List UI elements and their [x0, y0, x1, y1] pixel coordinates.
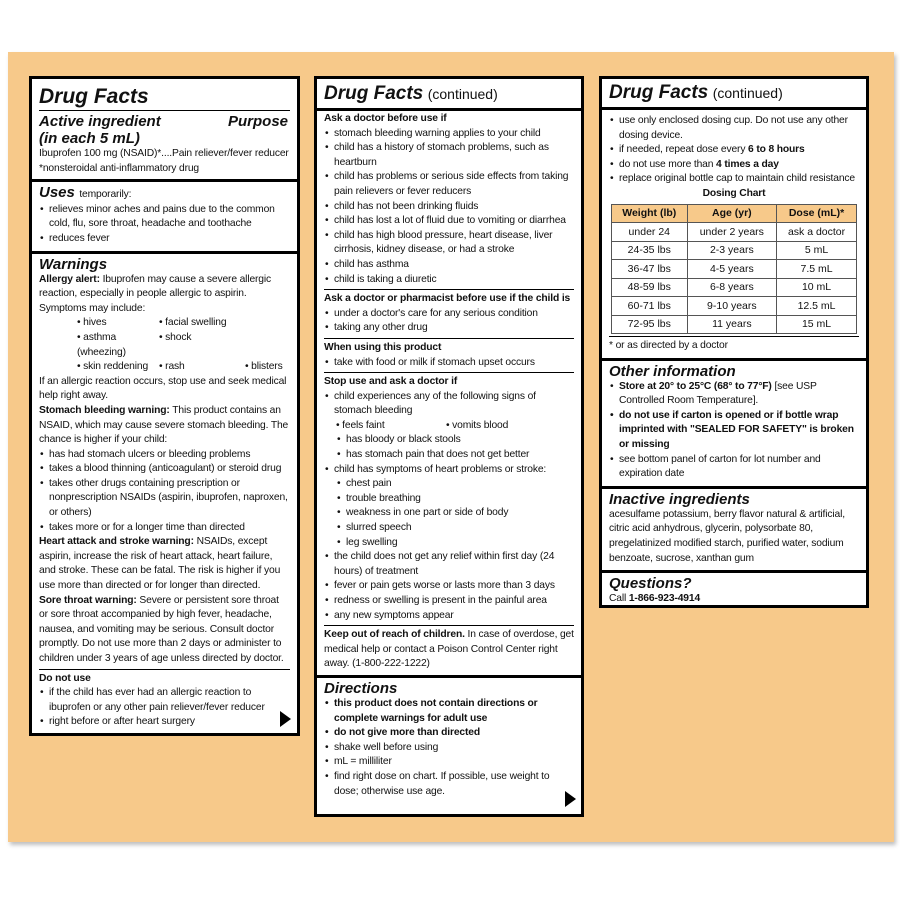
- drug-facts-panel-3: [599, 76, 869, 608]
- do-not-use-heading: Do not use: [39, 672, 91, 684]
- other-info-item: • Store at 20° to 25°C (68° to 77°F) [see USP Controlled Room Temperature].: [609, 380, 859, 409]
- active-ingredient-note: *nonsteroidal anti-inflammatory drug: [39, 162, 200, 174]
- symptom-list: [39, 316, 290, 374]
- directions-item: • do not use more than 4 times a day: [609, 158, 859, 173]
- inactive-ingredients-heading: Inactive ingredients: [609, 490, 750, 508]
- stop-use-item: • any new symptoms appear: [324, 609, 574, 624]
- ask-doctor-item: • child has problems or serious side effects from taking pain relievers or fever reducers: [324, 170, 574, 199]
- continued-label: (continued): [712, 85, 783, 101]
- heart-warning-label: Heart attack and stroke warning:: [39, 536, 194, 548]
- questions-heading: Questions?: [609, 575, 692, 593]
- questions-phone: 1-866-923-4914: [628, 593, 701, 605]
- heart-sign-item: • slurred speech: [324, 521, 574, 536]
- directions-item: • mL = milliliter: [324, 755, 560, 770]
- active-ingredient-heading: Active ingredient: [39, 113, 161, 130]
- uses-item: • relieves minor aches and pains due to the common cold, flu, sore throat, headache and toothache: [39, 203, 290, 232]
- stomach-warning-label: Stomach bleeding warning:: [39, 404, 170, 416]
- ask-doctor-item: • stomach bleeding warning applies to your child: [324, 127, 574, 142]
- inactive-ingredients-text: acesulfame potassium, berry flavor natural & artificial, citric acid anhydrous, glycerin, polysorbate 80, pregelatinized modified starch, purified water, sodium benzoate, sucrose, xanthan gum: [609, 508, 845, 564]
- table-row: 48-59 lbs 6-8 years 10 mL: [612, 278, 857, 297]
- questions-section: [602, 573, 866, 611]
- stop-use-item: • the child does not get any relief within first day (24 hours) of treatment: [324, 550, 574, 579]
- table-row: 72-95 lbs 11 years 15 mL: [612, 315, 857, 334]
- directions-item: • this product does not contain directions or complete warnings for adult use: [324, 697, 560, 726]
- ask-pharmacist-item: • under a doctor's care for any serious condition: [324, 307, 574, 322]
- chart-header: Dose (mL)*: [777, 204, 857, 223]
- uses-section: [32, 182, 297, 253]
- table-row: 24-35 lbs 2-3 years 5 mL: [612, 241, 857, 260]
- other-info-item: • do not use if carton is opened or if bottle wrap imprinted with "SEALED FOR SAFETY" is broken or missing: [609, 409, 859, 453]
- stop-sign-item: • has bloody or black stools: [324, 433, 574, 448]
- ask-doctor-item: • child is taking a diuretic: [324, 273, 574, 288]
- drug-facts-panel-1: [29, 76, 300, 736]
- other-info-item: • see bottom panel of carton for lot number and expiration date: [609, 453, 859, 482]
- ask-doctor-item: • child has a history of stomach problems, such as heartburn: [324, 141, 574, 170]
- stomach-item: • takes other drugs containing prescription or nonprescription NSAIDs (aspirin, ibuprofen, naproxen, or others): [39, 477, 290, 521]
- stop-use-item: • redness or swelling is present in the painful area: [324, 594, 574, 609]
- stop-sign-item: • feels faint: [336, 419, 385, 431]
- dosing-chart-title: Dosing Chart: [702, 187, 766, 199]
- symptom-item: • shock: [159, 331, 192, 343]
- questions-call: Call: [609, 593, 627, 605]
- allergy-alert-label: Allergy alert:: [39, 273, 100, 285]
- directions-section: [317, 675, 581, 803]
- inactive-ingredients-section: [602, 489, 866, 573]
- ask-doctor-item: • child has lost a lot of fluid due to vomiting or diarrhea: [324, 214, 574, 229]
- heart-sign-item: • trouble breathing: [324, 492, 574, 507]
- directions-item: • if needed, repeat dose every 6 to 8 hours: [609, 143, 859, 158]
- directions-heading: Directions: [324, 679, 398, 697]
- stop-sign-item: • vomits blood: [446, 419, 509, 431]
- stop-use-heading: Stop use and ask a doctor if: [324, 376, 458, 388]
- keep-out-text: In case of overdose, get medical help or contact a Poison Control Center right away. (1-800-222-1222): [324, 629, 574, 670]
- when-using-heading: When using this product: [324, 341, 442, 353]
- other-information-heading: Other information: [609, 362, 736, 380]
- allergy-after: If an allergic reaction occurs, stop use and seek medical help right away.: [39, 375, 287, 402]
- keep-out-label: Keep out of reach of children.: [324, 629, 465, 641]
- directions-item: • shake well before using: [324, 741, 560, 756]
- drug-facts-title: Drug Facts: [324, 83, 424, 104]
- stomach-item: • has had stomach ulcers or bleeding problems: [39, 448, 290, 463]
- ask-doctor-item: • child has not been drinking fluids: [324, 200, 574, 215]
- do-not-use-item: • right before or after heart surgery: [39, 715, 276, 730]
- heart-sign-item: • chest pain: [324, 477, 574, 492]
- table-row: under 24 under 2 years ask a doctor: [612, 223, 857, 242]
- table-row: 36-47 lbs 4-5 years 7.5 mL: [612, 260, 857, 279]
- warnings-heading: Warnings: [39, 255, 108, 273]
- ask-doctor-item: • child has asthma: [324, 258, 574, 273]
- when-using-item: • take with food or milk if stomach upset occurs: [324, 356, 574, 371]
- chart-header: Weight (lb): [612, 204, 688, 223]
- do-not-use-item: • if the child has ever had an allergic reaction to ibuprofen or any other pain reliever/fever reducer: [39, 686, 276, 715]
- heart-warning-text: NSAIDs, except aspirin, increase the risk of heart attack, heart failure, and stroke. These can be fatal. The risk is higher if you use more than directed or for longer than directed.: [39, 536, 281, 592]
- header-section: [317, 79, 581, 111]
- stop-use-item: • fever or pain gets worse or lasts more than 3 days: [324, 579, 574, 594]
- sore-throat-text: Severe or persistent sore throat or sore throat accompanied by high fever, headache, nausea, and vomiting may be serious. Consult doctor promptly. Do not use more than 2 days or administer to children under 3 years of age unless directed by doctor.: [39, 594, 284, 664]
- stomach-warning-text: This product contains an NSAID, which may cause severe stomach bleeding. The chance is higher if your child:: [39, 404, 289, 446]
- continue-arrow-icon: [565, 791, 576, 807]
- drug-facts-title: Drug Facts: [609, 82, 709, 103]
- continue-arrow-icon: [280, 711, 291, 727]
- header-section: [32, 79, 297, 182]
- symptom-item: • hives: [77, 317, 107, 329]
- continued-label: (continued): [427, 86, 498, 102]
- symptom-item: • facial swelling: [159, 317, 227, 329]
- ask-doctor-heading: Ask a doctor before use if: [324, 113, 447, 124]
- heart-sign-item: • weakness in one part or side of body: [324, 506, 574, 521]
- heart-sign-item: • leg swelling: [324, 536, 574, 551]
- stop-use-intro: • child experiences any of the following signs of stomach bleeding: [324, 390, 574, 419]
- uses-item: • reduces fever: [39, 232, 290, 247]
- allergy-alert-text: Ibuprofen may cause a severe allergic reaction, especially in people allergic to aspirin. Symptoms may include:: [39, 273, 272, 314]
- ask-pharmacist-item: • taking any other drug: [324, 321, 574, 336]
- symptom-item: • rash: [159, 361, 185, 373]
- chart-header: Age (yr): [687, 204, 777, 223]
- stomach-item: • takes more or for a longer time than directed: [39, 521, 290, 536]
- purpose-heading: Purpose: [227, 113, 288, 130]
- sore-throat-label: Sore throat warning:: [39, 594, 137, 606]
- ask-pharmacist-heading: Ask a doctor or pharmacist before use if the child is: [324, 293, 571, 305]
- directions-item: • do not give more than directed: [324, 726, 560, 741]
- uses-heading: Uses: [39, 184, 75, 202]
- directions-continued-section: [602, 110, 866, 361]
- other-information-section: [602, 361, 866, 489]
- symptom-item: • skin reddening: [77, 361, 149, 373]
- chart-note: * or as directed by a doctor: [609, 336, 859, 354]
- warnings-section: [32, 254, 297, 734]
- dosing-chart-table: [611, 204, 857, 335]
- active-ingredient-line: Ibuprofen 100 mg (NSAID)*....Pain reliever/fever reducer: [39, 148, 289, 159]
- stop-sign-item: • has stomach pain that does not get better: [324, 448, 574, 463]
- directions-item: • use only enclosed dosing cup. Do not use any other dosing device.: [609, 114, 859, 143]
- ask-doctor-item: • child has high blood pressure, heart disease, liver cirrhosis, kidney disease, or had a stroke: [324, 229, 574, 258]
- directions-item: • find right dose on chart. If possible, use weight to dose; otherwise use age.: [324, 770, 560, 799]
- symptom-item: • asthma (wheezing): [77, 331, 126, 358]
- uses-intro: temporarily:: [79, 189, 132, 201]
- table-row: 60-71 lbs 9-10 years 12.5 mL: [612, 297, 857, 316]
- symptom-item: • blisters: [245, 361, 283, 373]
- drug-facts-panel-2: [314, 76, 584, 817]
- stomach-item: • takes a blood thinning (anticoagulant) or steroid drug: [39, 462, 290, 477]
- header-section: [602, 79, 866, 110]
- drug-facts-title: Drug Facts: [39, 85, 290, 111]
- heart-symptoms-intro: • child has symptoms of heart problems or stroke:: [324, 463, 574, 478]
- directions-item: • replace original bottle cap to maintain child resistance: [609, 172, 859, 187]
- active-ingredient-subheading: (in each 5 mL): [39, 130, 140, 147]
